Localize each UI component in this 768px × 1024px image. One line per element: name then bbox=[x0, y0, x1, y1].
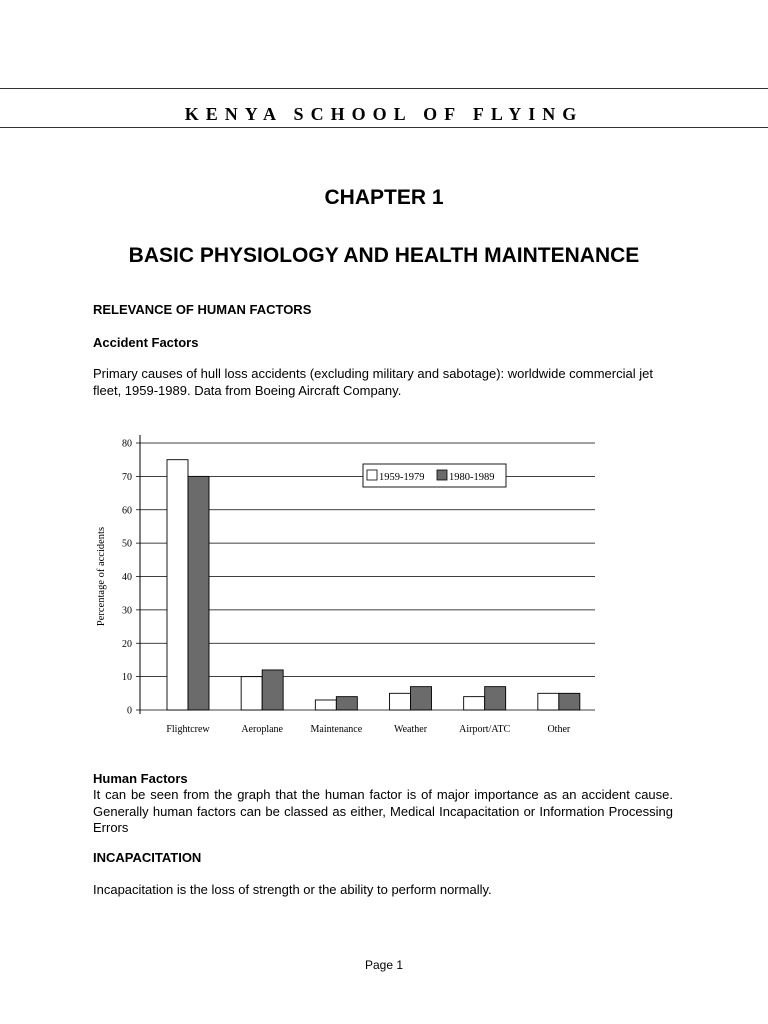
accident-causes-chart bbox=[88, 428, 618, 748]
y-tick-label: 0 bbox=[127, 705, 132, 717]
y-tick-label: 50 bbox=[122, 538, 132, 550]
x-tick-label: Airport/ATC bbox=[459, 724, 511, 735]
chapter-title: BASIC PHYSIOLOGY AND HEALTH MAINTENANCE bbox=[128, 244, 640, 267]
y-tick-label: 20 bbox=[122, 638, 132, 650]
incapacitation-text: Incapacitation is the loss of strength or the ability to perform normally. bbox=[93, 882, 492, 897]
y-tick-label: 70 bbox=[122, 471, 132, 483]
bar bbox=[464, 697, 485, 710]
bar bbox=[315, 700, 336, 710]
human-factors-text: It can be seen from the graph that the human factor is of major importance as an accident cause. Generally human factors can be classed as either, Medical Incapacitation or Information Processing Errors bbox=[93, 787, 673, 835]
page-number: Page 1 bbox=[364, 958, 404, 972]
bar bbox=[411, 687, 432, 710]
y-tick-label: 60 bbox=[122, 505, 132, 517]
x-tick-label: Flightcrew bbox=[166, 724, 210, 735]
human-factors-heading: Human Factors bbox=[93, 771, 188, 786]
y-tick-label: 30 bbox=[122, 605, 132, 617]
school-name-header: KENYA SCHOOL OF FLYING bbox=[184, 104, 584, 124]
y-tick-label: 40 bbox=[122, 572, 132, 583]
bar bbox=[390, 693, 411, 710]
accident-factors-heading: Accident Factors bbox=[93, 335, 199, 350]
x-tick-label: Aeroplane bbox=[241, 724, 283, 735]
legend-label: 1980-1989 bbox=[449, 472, 495, 483]
y-tick-label: 10 bbox=[122, 672, 132, 684]
accident-factors-intro: Primary causes of hull loss accidents (excluding military and sabotage): worldwide commercial jet fleet, 1959-1989. Data from Boeing Aircraft Company. bbox=[93, 366, 653, 398]
bar bbox=[538, 693, 559, 710]
header-top-rule bbox=[0, 88, 768, 89]
bar bbox=[485, 687, 506, 710]
header-bottom-rule bbox=[0, 127, 768, 128]
y-tick-label: 80 bbox=[122, 438, 132, 450]
legend-swatch bbox=[437, 470, 447, 480]
y-axis-label: Percentage of accidents bbox=[96, 526, 107, 627]
chapter-number: CHAPTER 1 bbox=[324, 186, 444, 209]
x-tick-label: Other bbox=[547, 724, 571, 735]
bar bbox=[559, 693, 580, 710]
bar bbox=[336, 697, 357, 710]
incapacitation-heading: INCAPACITATION bbox=[93, 850, 202, 865]
legend-swatch bbox=[367, 470, 377, 480]
section-heading: RELEVANCE OF HUMAN FACTORS bbox=[93, 302, 312, 317]
bar bbox=[167, 460, 188, 710]
legend-label: 1959-1979 bbox=[379, 472, 425, 483]
x-tick-label: Weather bbox=[393, 724, 428, 735]
bar bbox=[241, 677, 262, 710]
x-tick-label: Maintenance bbox=[310, 724, 363, 735]
bar bbox=[262, 670, 283, 710]
bar bbox=[188, 476, 209, 710]
